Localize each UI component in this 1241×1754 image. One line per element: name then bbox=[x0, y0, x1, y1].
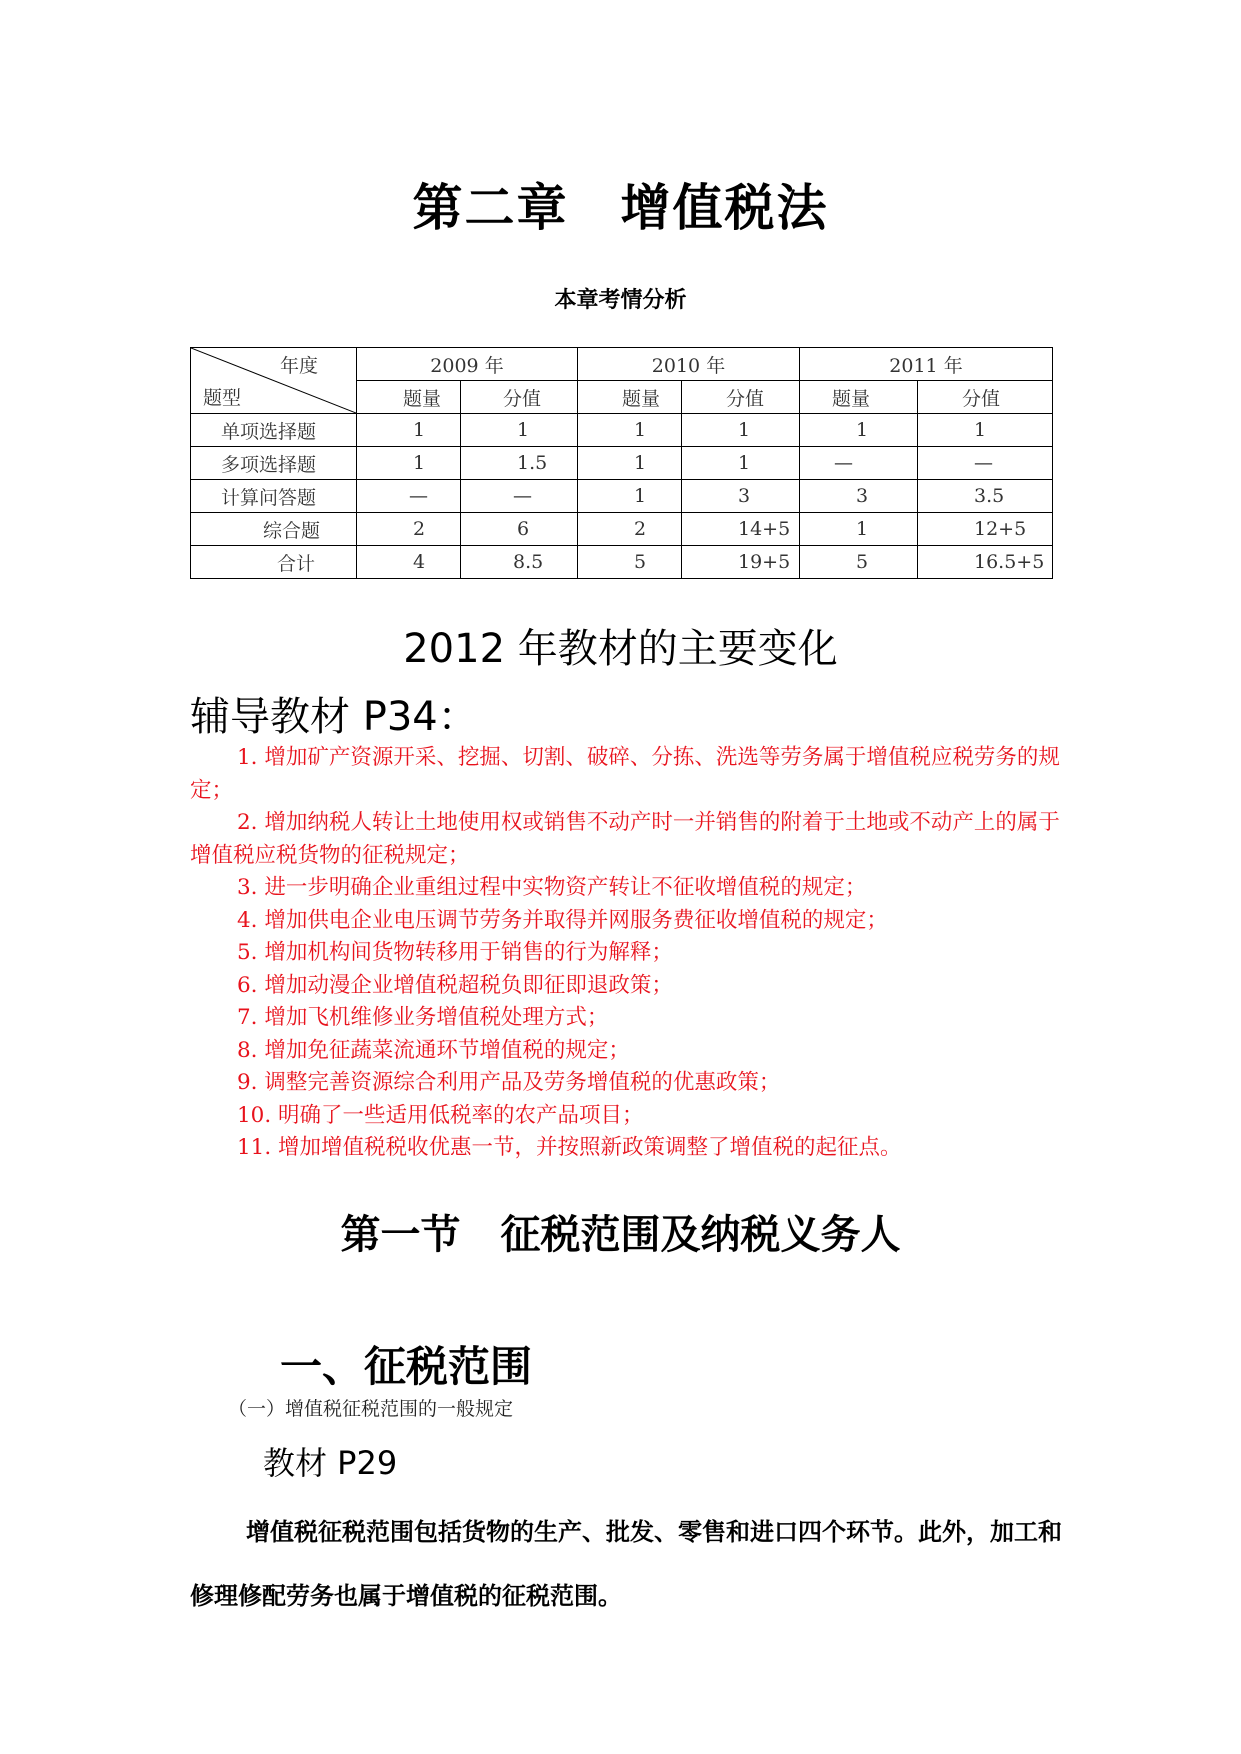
list-item: 10. 明确了一些适用低税率的农产品项目； bbox=[237, 1102, 644, 1128]
list-item: 11. 增加增值税税收优惠一节，并按照新政策调整了增值税的起征点。 bbox=[237, 1135, 902, 1160]
list-item: 3. 进一步明确企业重组过程中实物资产转让不征收增值税的规定； bbox=[237, 875, 867, 900]
table-cell: 1 bbox=[800, 513, 918, 546]
sub-header: 题量 bbox=[800, 381, 918, 414]
table-cell: 3 bbox=[682, 480, 800, 513]
table-row bbox=[191, 513, 1053, 546]
sub-header: 题量 bbox=[578, 381, 682, 414]
scope-subheading: （一）增值税征税范围的一般规定 bbox=[228, 1398, 514, 1420]
section-title: 第一节 征税范围及纳税义务人 bbox=[340, 1212, 901, 1258]
list-item: 9. 调整完善资源综合利用产品及劳务增值税的优惠政策； bbox=[237, 1070, 781, 1095]
table-cell: 16.5+5 bbox=[918, 546, 1053, 579]
exam-analysis-table bbox=[190, 347, 1053, 579]
table-cell: 1 bbox=[357, 414, 461, 447]
table-cell: 19+5 bbox=[682, 546, 800, 579]
list-item: 1. 增加矿产资源开采、挖掘、切割、破碎、分拣、洗选等劳务属于增值税应税劳务的规定； bbox=[190, 745, 1060, 803]
corner-year-label: 年度 bbox=[279, 355, 318, 377]
table-cell: 6 bbox=[461, 513, 578, 546]
paragraph: 增值税征税范围包括货物的生产、批发、零售和进口四个环节。此外，加工和修理修配劳务也属于增值税的征税范围。 bbox=[190, 1518, 1062, 1610]
table-cell: 1 bbox=[800, 414, 918, 447]
row-label: 单项选择题 bbox=[191, 414, 357, 447]
table-cell: 1 bbox=[918, 414, 1053, 447]
sub-header: 分值 bbox=[918, 381, 1053, 414]
table-cell: 2 bbox=[578, 513, 682, 546]
row-label: 综合题 bbox=[191, 513, 357, 546]
table-row bbox=[191, 447, 1053, 480]
list-item: 8. 增加免征蔬菜流通环节增值税的规定； bbox=[237, 1037, 630, 1063]
table-cell: 3.5 bbox=[918, 480, 1053, 513]
table-cell: — bbox=[461, 480, 578, 513]
sub-header: 分值 bbox=[682, 381, 800, 414]
table-cell: 1 bbox=[682, 447, 800, 480]
list-item: 7. 增加飞机维修业务增值税处理方式； bbox=[237, 1005, 609, 1030]
table-cell: 1 bbox=[357, 447, 461, 480]
table-cell: — bbox=[918, 447, 1053, 480]
book-reference: 辅导教材 P34： bbox=[190, 694, 478, 740]
table-cell: — bbox=[800, 447, 918, 480]
body-text bbox=[190, 1500, 1070, 1628]
table-cell: 12+5 bbox=[918, 513, 1053, 546]
table-row bbox=[191, 480, 1053, 513]
table-cell: 14+5 bbox=[682, 513, 800, 546]
table-cell: — bbox=[357, 480, 461, 513]
table-corner-cell bbox=[191, 348, 357, 414]
list-item: 6. 增加动漫企业增值税超税负即征即退政策； bbox=[237, 972, 673, 998]
table-cell: 1 bbox=[578, 480, 682, 513]
table-cell: 1 bbox=[461, 414, 578, 447]
row-label: 合计 bbox=[191, 546, 357, 579]
table-cell: 2 bbox=[357, 513, 461, 546]
table-cell: 1 bbox=[682, 414, 800, 447]
changes-list bbox=[190, 742, 1060, 1165]
analysis-title: 本章考情分析 bbox=[554, 288, 687, 313]
year-header: 2011 年 bbox=[800, 348, 1053, 381]
table-cell: 1 bbox=[578, 447, 682, 480]
row-label: 计算问答题 bbox=[191, 480, 357, 513]
sub-header: 题量 bbox=[357, 381, 461, 414]
row-label: 多项选择题 bbox=[191, 447, 357, 480]
list-item: 2. 增加纳税人转让土地使用权或销售不动产时一并销售的附着于土地或不动产上的属于增值税应税货物的征税规定； bbox=[190, 810, 1060, 868]
table-row bbox=[191, 546, 1053, 579]
list-item: 4. 增加供电企业电压调节劳务并取得并网服务费征收增值税的规定； bbox=[237, 907, 888, 933]
changes-heading: 2012 年教材的主要变化 bbox=[403, 626, 838, 672]
chapter-title: 第二章 增值税法 bbox=[412, 179, 829, 237]
table-cell: 5 bbox=[578, 546, 682, 579]
textbook-reference: 教材 P29 bbox=[263, 1444, 398, 1482]
table-cell: 1 bbox=[578, 414, 682, 447]
sub-header: 分值 bbox=[461, 381, 578, 414]
table-cell: 4 bbox=[357, 546, 461, 579]
corner-type-label: 题型 bbox=[203, 387, 242, 409]
table-cell: 3 bbox=[800, 480, 918, 513]
table-cell: 8.5 bbox=[461, 546, 578, 579]
list-item: 5. 增加机构间货物转移用于销售的行为解释； bbox=[237, 940, 673, 965]
table-cell: 1.5 bbox=[461, 447, 578, 480]
year-header: 2010 年 bbox=[578, 348, 800, 381]
scope-heading: 一、征税范围 bbox=[280, 1342, 533, 1391]
table-row bbox=[191, 414, 1053, 447]
year-header: 2009 年 bbox=[357, 348, 578, 381]
table-cell: 5 bbox=[800, 546, 918, 579]
